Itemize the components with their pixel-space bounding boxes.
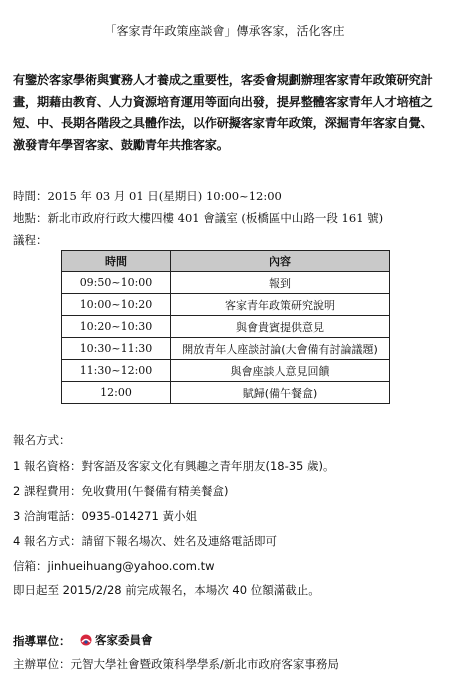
registration-item: 4 報名方式：請留下報名場次、姓名及連絡電話即可 bbox=[13, 534, 277, 548]
registration-item: 2 課程費用：免收費用(午餐備有精美餐盒) bbox=[13, 484, 229, 498]
table-row bbox=[62, 272, 390, 294]
agenda-content: 與會貴賓提供意見 bbox=[171, 316, 390, 338]
hakka-council-logo bbox=[80, 632, 153, 648]
organizer-line: 主辦單位：元智大學社會暨政策科學學系/新北市政府客家事務局 bbox=[13, 657, 339, 671]
agenda-content: 報到 bbox=[171, 272, 390, 294]
document-title: 「客家青年政策座談會」傳承客家，活化客庄 bbox=[104, 24, 345, 38]
table-row bbox=[62, 338, 390, 360]
agenda-content: 客家青年政策研究說明 bbox=[171, 294, 390, 316]
table-row bbox=[62, 382, 390, 404]
table-row bbox=[62, 294, 390, 316]
event-location: 地點：新北市政府行政大樓四樓 401 會議室 (板橋區中山路一段 161 號) bbox=[13, 211, 384, 225]
agenda-table bbox=[61, 250, 390, 404]
agenda-time: 10:30~11:30 bbox=[62, 338, 171, 360]
guidance-org: 客家委員會 bbox=[95, 633, 153, 647]
agenda-header-row bbox=[62, 251, 390, 272]
contact-email: 信箱：jinhueihuang@yahoo.com.tw bbox=[13, 559, 215, 573]
agenda-label: 議程： bbox=[13, 233, 48, 247]
agenda-time: 09:50~10:00 bbox=[62, 272, 171, 294]
agenda-content: 開放青年人座談討論(大會備有討論議題) bbox=[171, 338, 390, 360]
table-row bbox=[62, 316, 390, 338]
guidance-label: 指導單位： bbox=[13, 634, 71, 648]
agenda-content: 賦歸(備午餐盒) bbox=[171, 382, 390, 404]
table-row bbox=[62, 360, 390, 382]
agenda-time: 10:00~10:20 bbox=[62, 294, 171, 316]
agenda-header-time: 時間 bbox=[62, 251, 171, 272]
agenda-time: 12:00 bbox=[62, 382, 171, 404]
agenda-content: 與會座談人意見回饋 bbox=[171, 360, 390, 382]
intro-paragraph: 有鑒於客家學術與實務人才養成之重要性，客委會規劃辦理客家青年政策研究計畫，期藉由教育、人力資源培育運用等面向出發，提昇整體客家青年人才培植之短、中、長期各階段之具體作法，以作研擬客家青年政策，深掘青年客家自覺、激發青年學習客家、鼓勵青年共推客家。 bbox=[13, 73, 433, 152]
event-time: 時間：2015 年 03 月 01 日(星期日) 10:00~12:00 bbox=[13, 189, 282, 203]
registration-item: 3 洽詢電話：0935-014271 黃小姐 bbox=[13, 509, 197, 523]
hakka-logo-icon bbox=[80, 634, 92, 646]
registration-heading: 報名方式： bbox=[13, 433, 71, 447]
agenda-time: 11:30~12:00 bbox=[62, 360, 171, 382]
agenda-time: 10:20~10:30 bbox=[62, 316, 171, 338]
agenda-header-content: 內容 bbox=[171, 251, 390, 272]
registration-item: 1 報名資格：對客語及客家文化有興趣之青年朋友(18-35 歲)。 bbox=[13, 459, 335, 473]
registration-deadline: 即日起至 2015/2/28 前完成報名，本場次 40 位額滿截止。 bbox=[13, 583, 320, 597]
